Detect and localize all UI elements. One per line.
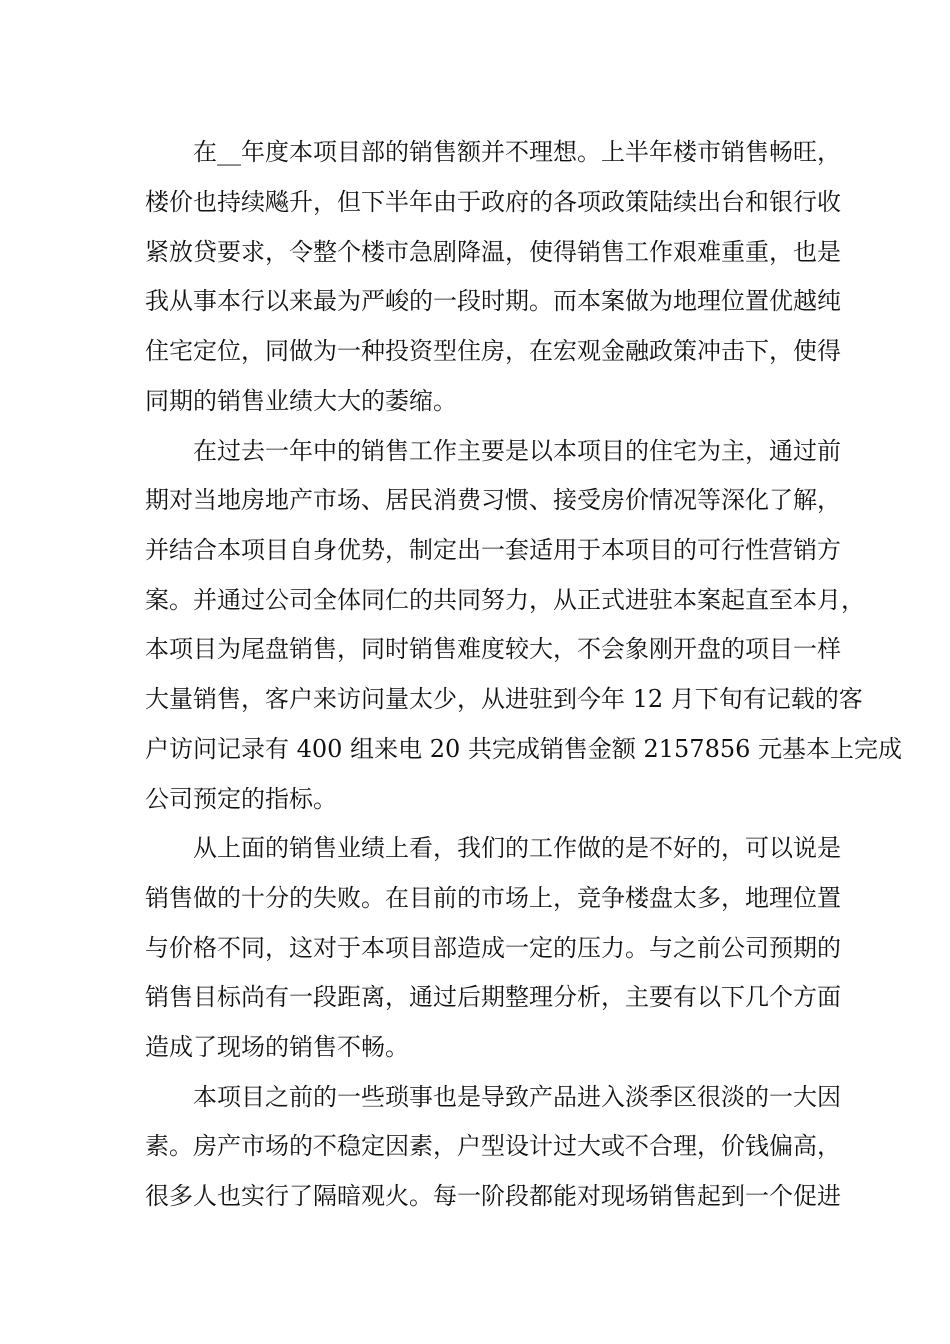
paragraph-2-line-6: 大量销售，客户来访问量太少，从进驻到今年 12 月下旬有记载的客 (145, 685, 863, 713)
paragraph-2-line-8: 公司预定的指标。 (145, 785, 337, 813)
paragraph-3-line-2: 销售做的十分的失败。在目前的市场上，竞争楼盘太多，地理位置 (145, 884, 841, 912)
paragraph-2-line-7: 户访问记录有 400 组来电 20 共完成销售金额 2157856 元基本上完成 (145, 735, 903, 763)
paragraph-1-line-5: 住宅定位，同做为一种投资型住房，在宏观金融政策冲击下，使得 (145, 337, 841, 365)
paragraph-4-line-1: 本项目之前的一些琐事也是导致产品进入淡季区很淡的一大因 (193, 1083, 841, 1111)
paragraph-4-line-3: 很多人也实行了隔暗观火。每一阶段都能对现场销售起到一个促进 (145, 1182, 841, 1210)
paragraph-3-line-5: 造成了现场的销售不畅。 (145, 1033, 409, 1061)
paragraph-1-line-4: 我从事本行以来最为严峻的一段时期。而本案做为地理位置优越纯 (145, 287, 841, 315)
paragraph-1-line-2: 楼价也持续飚升，但下半年由于政府的各项政策陆续出台和银行收 (145, 188, 841, 216)
paragraph-1-line-6: 同期的销售业绩大大的萎缩。 (145, 387, 457, 415)
paragraph-2-line-4: 案。并通过公司全体同仁的共同努力，从正式进驻本案起直至本月， (145, 586, 865, 614)
paragraph-4-line-2: 素。房产市场的不稳定因素，户型设计过大或不合理，价钱偏高， (145, 1132, 841, 1160)
paragraph-1-line-1: 在__年度本项目部的销售额并不理想。上半年楼市销售畅旺， (193, 138, 841, 166)
paragraph-1-line-3: 紧放贷要求，令整个楼市急剧降温，使得销售工作艰难重重，也是 (145, 238, 841, 266)
paragraph-3-line-1: 从上面的销售业绩上看，我们的工作做的是不好的，可以说是 (193, 834, 841, 862)
paragraph-2-line-3: 并结合本项目自身优势，制定出一套适用于本项目的可行性营销方 (145, 536, 841, 564)
paragraph-3-line-3: 与价格不同，这对于本项目部造成一定的压力。与之前公司预期的 (145, 934, 841, 962)
paragraph-2-line-5: 本项目为尾盘销售，同时销售难度较大，不会象刚开盘的项目一样 (145, 635, 841, 663)
paragraph-2-line-1: 在过去一年中的销售工作主要是以本项目的住宅为主，通过前 (193, 437, 841, 465)
paragraph-3-line-4: 销售目标尚有一段距离，通过后期整理分析，主要有以下几个方面 (145, 983, 841, 1011)
paragraph-2-line-2: 期对当地房地产市场、居民消费习惯、接受房价情况等深化了解， (145, 486, 841, 514)
